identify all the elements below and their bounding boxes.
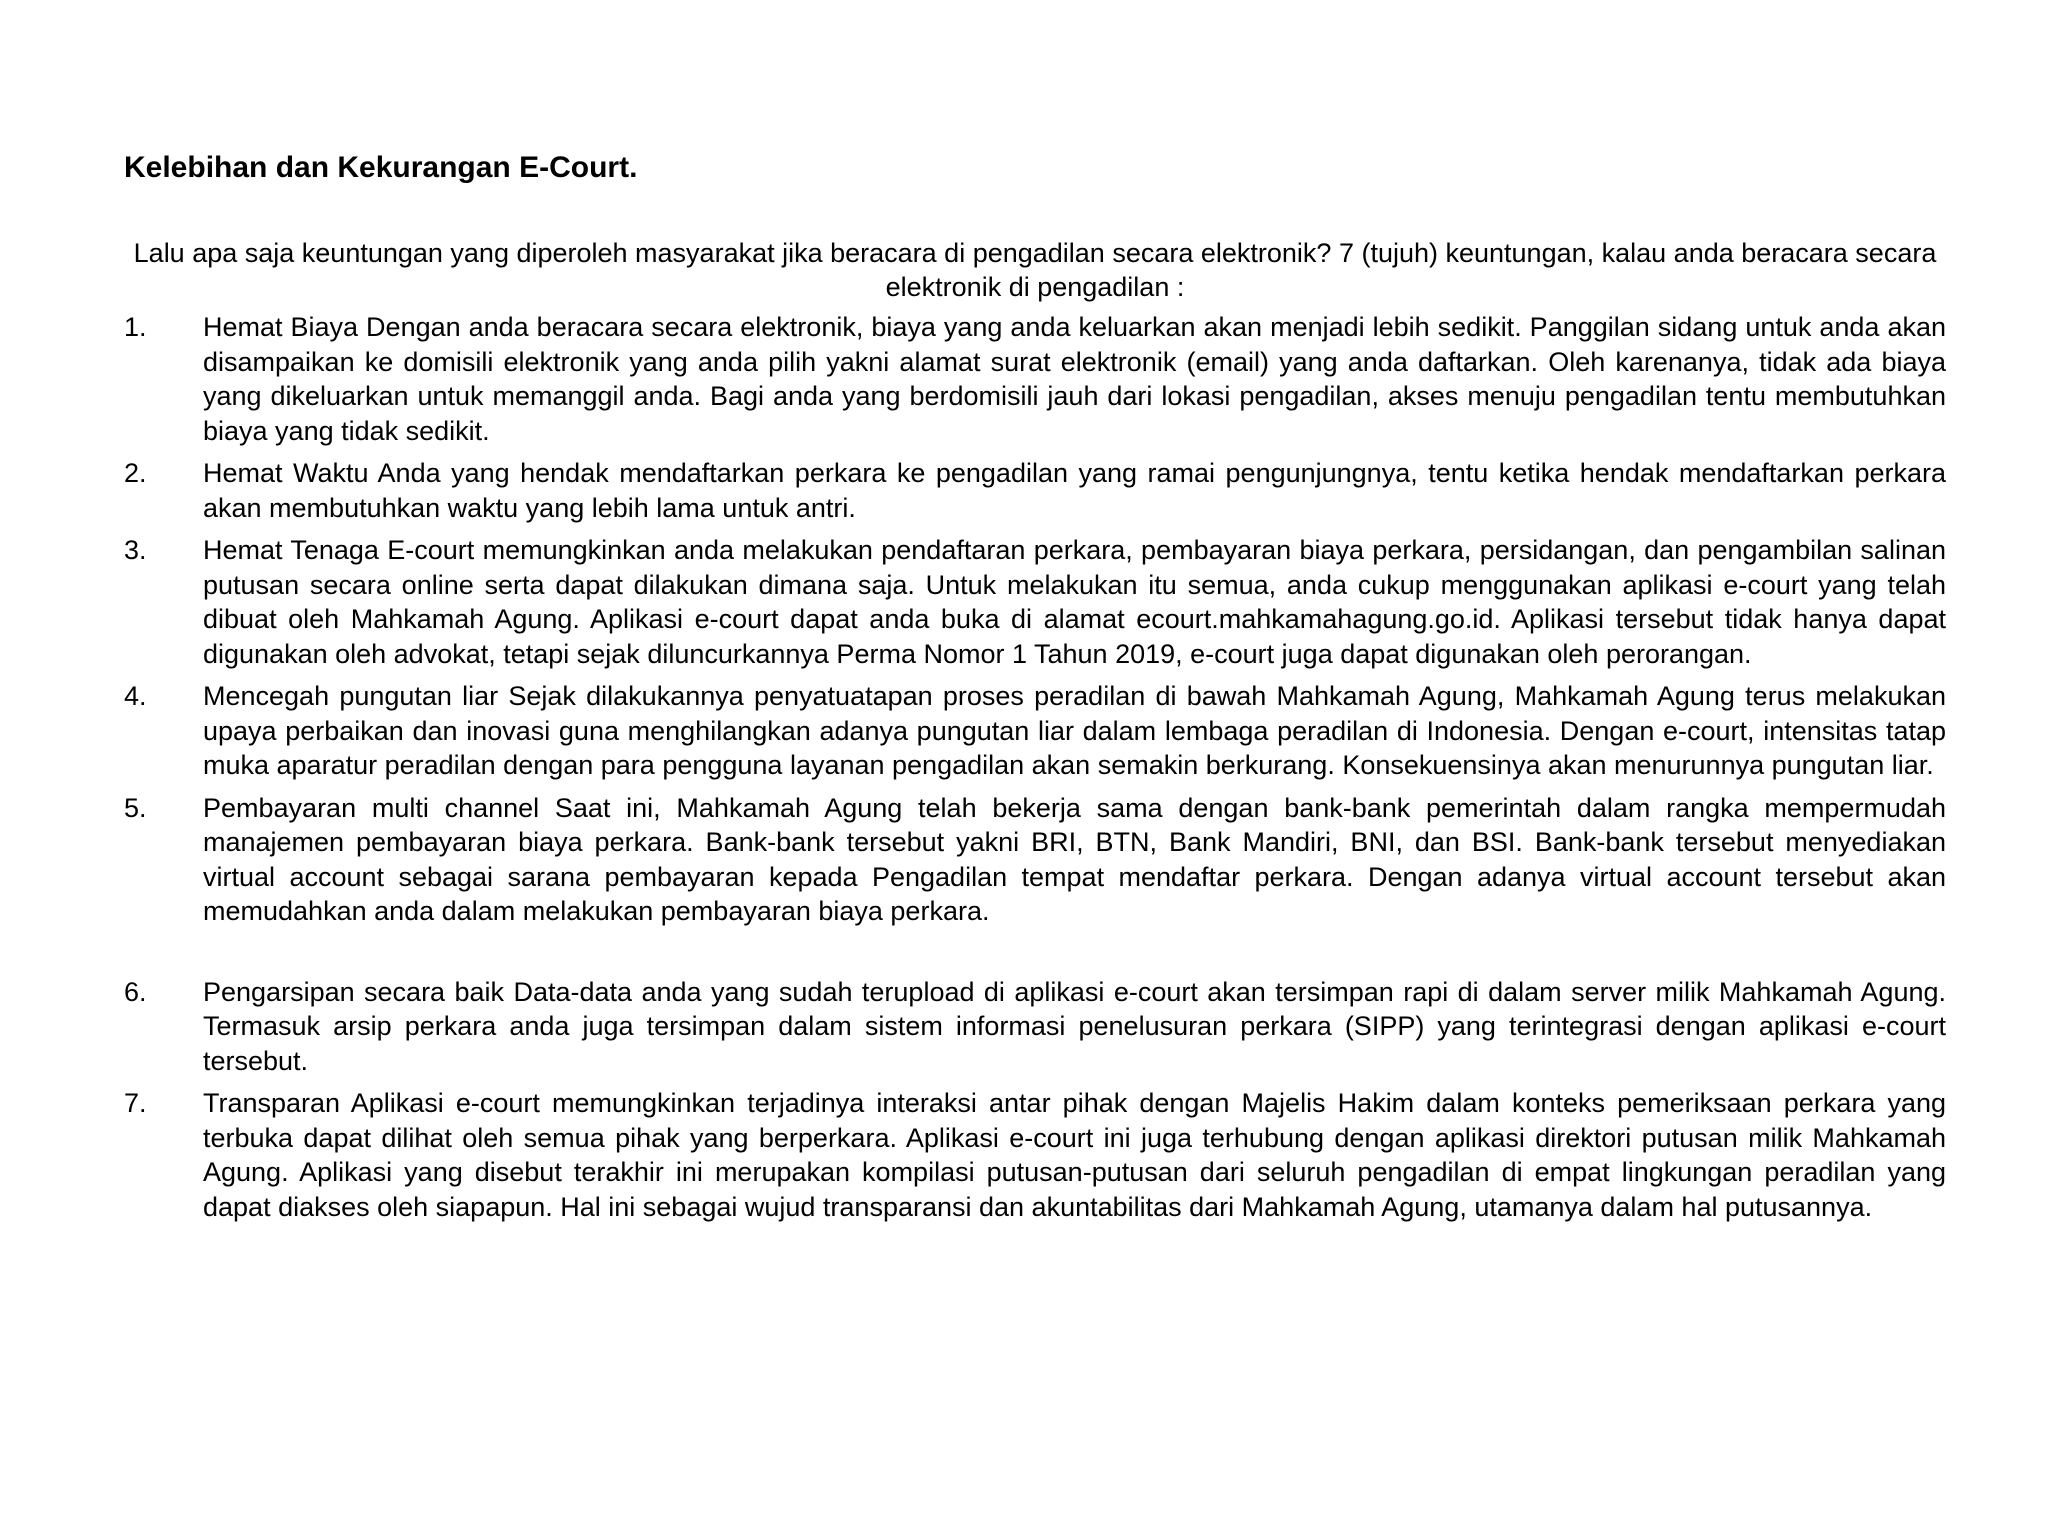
list-item-text: Hemat Tenaga E-court memungkinkan anda melakukan pendaftaran perkara, pembayaran biaya perkara, persidangan, dan pengambilan salinan putusan secara online serta dapat dilakukan dimana saja. Untuk melakukan itu semua, anda cukup menggunakan aplikasi e-court yang telah dibuat oleh Mahkamah Agung. Aplikasi e-court dapat anda buka di alamat ecourt.mahkamahagung.go.id. Aplikasi tersebut tidak hanya dapat digunakan oleh advokat, tetapi sejak diluncurkannya Perma Nomor 1 Tahun 2019, e-court juga dapat digunakan oleh perorangan. bbox=[203, 535, 1946, 669]
intro-paragraph: Lalu apa saja keuntungan yang diperoleh masyarakat jika beracara di pengadilan secara elektronik? 7 (tujuh) keuntungan, kalau anda beracara secara elektronik di pengadilan : bbox=[133, 238, 1937, 302]
list-item-number: 7. bbox=[124, 1088, 147, 1118]
list-item-number: 2. bbox=[124, 458, 147, 488]
list-item bbox=[124, 310, 1946, 448]
list-item bbox=[124, 1086, 1946, 1224]
list-item bbox=[124, 791, 1946, 929]
document-title: Kelebihan dan Kekurangan E-Court. bbox=[124, 151, 638, 184]
list-item bbox=[124, 456, 1946, 525]
list-item bbox=[124, 533, 1946, 671]
list-item-number: 3. bbox=[124, 535, 147, 565]
benefits-list bbox=[124, 310, 1946, 1232]
list-item-text: Mencegah pungutan liar Sejak dilakukannya penyatuatapan proses peradilan di bawah Mahkamah Agung, Mahkamah Agung terus melakukan upaya perbaikan dan inovasi guna menghilangkan adanya pungutan liar dalam lembaga peradilan di Indonesia. Dengan e-court, intensitas tatap muka aparatur peradilan dengan para pengguna layanan pengadilan akan semakin berkurang. Konsekuensinya akan menurunnya pungutan liar. bbox=[203, 681, 1946, 780]
list-item-text: Transparan Aplikasi e-court memungkinkan terjadinya interaksi antar pihak dengan Majelis Hakim dalam konteks pemeriksaan perkara yang terbuka dapat dilihat oleh semua pihak yang berperkara. Aplikasi e-court ini juga terhubung dengan aplikasi direktori putusan milik Mahkamah Agung. Aplikasi yang disebut terakhir ini merupakan kompilasi putusan-putusan dari seluruh pengadilan di empat lingkungan peradilan yang dapat diakses oleh siapapun. Hal ini sebagai wujud transparansi dan akuntabilitas dari Mahkamah Agung, utamanya dalam hal putusannya. bbox=[203, 1088, 1946, 1222]
list-item bbox=[124, 679, 1946, 783]
list-item-text: Pembayaran multi channel Saat ini, Mahkamah Agung telah bekerja sama dengan bank-bank pemerintah dalam rangka mempermudah manajemen pembayaran biaya perkara. Bank-bank tersebut yakni BRI, BTN, Bank Mandiri, BNI, dan BSI. Bank-bank tersebut menyediakan virtual account sebagai sarana pembayaran kepada Pengadilan tempat mendaftar perkara. Dengan adanya virtual account tersebut akan memudahkan anda dalam melakukan pembayaran biaya perkara. bbox=[203, 792, 1946, 926]
list-item-text: Pengarsipan secara baik Data-data anda yang sudah terupload di aplikasi e-court akan tersimpan rapi di dalam server milik Mahkamah Agung. Termasuk arsip perkara anda juga tersimpan dalam sistem informasi penelusuran perkara (SIPP) yang terintegrasi dengan aplikasi e-court tersebut. bbox=[203, 976, 1946, 1076]
list-item-text: Hemat Waktu Anda yang hendak mendaftarkan perkara ke pengadilan yang ramai pengunjungnya, tentu ketika hendak mendaftarkan perkara akan membutuhkan waktu yang lebih lama untuk antri. bbox=[203, 458, 1946, 523]
list-item-number: 5. bbox=[124, 792, 147, 823]
list-item-number: 6. bbox=[124, 976, 147, 1007]
list-item-text: Hemat Biaya Dengan anda beracara secara elektronik, biaya yang anda keluarkan akan menjadi lebih sedikit. Panggilan sidang untuk anda akan disampaikan ke domisili elektronik yang anda pilih yakni alamat surat elektronik (email) yang anda daftarkan. Oleh karenanya, tidak ada biaya yang dikeluarkan untuk memanggil anda. Bagi anda yang berdomisili jauh dari lokasi pengadilan, akses menuju pengadilan tentu membutuhkan biaya yang tidak sedikit. bbox=[203, 312, 1946, 446]
list-item-number: 4. bbox=[124, 681, 147, 711]
list-item-number: 1. bbox=[124, 312, 147, 342]
list-item bbox=[124, 975, 1946, 1079]
